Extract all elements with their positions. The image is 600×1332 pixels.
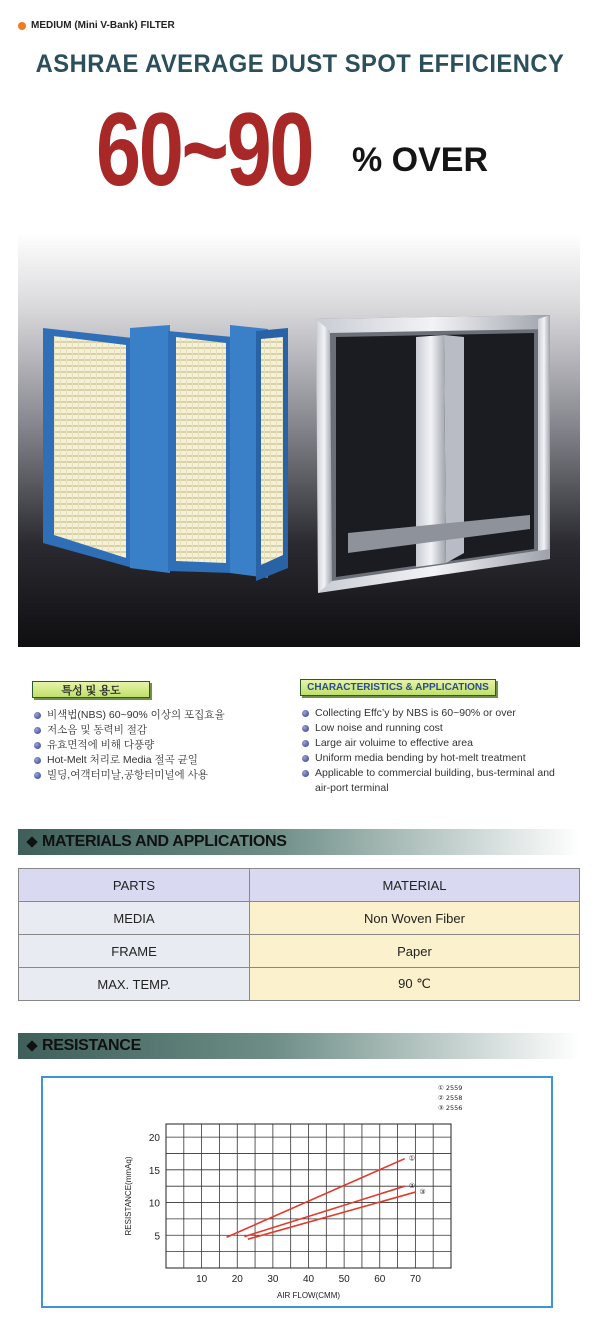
- table-cell: Paper: [250, 935, 580, 968]
- product-category-tag: [18, 20, 175, 31]
- features-korean-title: 특성 및 용도: [32, 681, 150, 698]
- y-tick-label: 10: [148, 1198, 160, 1210]
- materials-section-header: [18, 829, 580, 855]
- table-cell: FRAME: [19, 935, 250, 968]
- x-tick-label: 70: [409, 1274, 421, 1285]
- table-row: [19, 902, 580, 935]
- x-tick-label: 30: [267, 1274, 279, 1285]
- y-tick-label: 5: [154, 1231, 160, 1243]
- resistance-section-header: [18, 1033, 580, 1059]
- list-item: Uniform media bending by hot-melt treatment: [301, 751, 561, 766]
- legend-entry: ③ 2556: [438, 1104, 463, 1112]
- x-tick-label: 20: [231, 1274, 243, 1285]
- x-tick-label: 60: [374, 1274, 386, 1285]
- series-end-label: ③: [419, 1188, 426, 1197]
- efficiency-suffix: % OVER: [352, 141, 489, 179]
- x-axis-label: AIR FLOW(CMM): [276, 1291, 341, 1300]
- x-tick-label: 50: [338, 1274, 350, 1285]
- y-tick-label: 20: [148, 1133, 160, 1145]
- list-item: Hot-Melt 처리로 Media 절곡 균일: [33, 753, 283, 768]
- product-category-label: MEDIUM (Mini V-Bank) FILTER: [31, 20, 175, 31]
- features-english-title: CHARACTERISTICS & APPLICATIONS: [300, 679, 496, 696]
- column-header-parts: PARTS: [19, 869, 250, 902]
- metal-frame: [316, 315, 550, 593]
- table-cell: 90 ℃: [250, 968, 580, 1001]
- list-item: 빌딩,여객터미날,공항터미널에 사용: [33, 768, 283, 783]
- series-end-label: ①: [408, 1154, 415, 1163]
- orange-bullet-icon: [18, 22, 26, 30]
- list-item: Large air voluime to effective area: [301, 736, 561, 751]
- y-tick-label: 15: [148, 1165, 160, 1177]
- v-bank-filter: [43, 325, 288, 581]
- x-tick-label: 10: [196, 1274, 208, 1285]
- column-header-material: MATERIAL: [250, 869, 580, 902]
- product-photo: [18, 233, 580, 647]
- materials-table: [18, 868, 580, 1001]
- table-row: [19, 935, 580, 968]
- table-header-row: [19, 869, 580, 902]
- legend-entry: ② 2558: [438, 1094, 463, 1102]
- diamond-bullet-icon: [26, 836, 37, 847]
- features-korean-list: [33, 708, 283, 783]
- series-line: [227, 1159, 405, 1238]
- efficiency-banner: [96, 92, 489, 208]
- y-axis-label: RESISTANCE(mmAq): [124, 1156, 133, 1236]
- table-row: [19, 968, 580, 1001]
- list-item: 저소음 및 동력비 절감: [33, 723, 283, 738]
- features-english-list: [301, 706, 561, 796]
- resistance-section-title: RESISTANCE: [42, 1037, 141, 1054]
- diamond-bullet-icon: [26, 1040, 37, 1051]
- resistance-chart: [43, 1078, 551, 1306]
- table-cell: MAX. TEMP.: [19, 968, 250, 1001]
- x-tick-label: 40: [302, 1274, 315, 1285]
- list-item: Applicable to commercial building, bus-terminal and air-port terminal: [301, 766, 561, 796]
- resistance-chart-frame: [41, 1076, 553, 1308]
- materials-section-title: MATERIALS AND APPLICATIONS: [42, 833, 287, 850]
- efficiency-range: 60~90: [96, 92, 313, 208]
- series-end-label: ②: [408, 1182, 415, 1191]
- filter-illustration: [18, 233, 580, 647]
- page-headline: ASHRAE AVERAGE DUST SPOT EFFICIENCY: [35, 50, 565, 78]
- table-cell: MEDIA: [19, 902, 250, 935]
- legend-entry: ① 2559: [438, 1084, 463, 1092]
- list-item: Low noise and running cost: [301, 721, 561, 736]
- list-item: 비색법(NBS) 60~90% 이상의 포집효율: [33, 708, 283, 723]
- table-cell: Non Woven Fiber: [250, 902, 580, 935]
- list-item: 유효면적에 비해 다풍량: [33, 738, 283, 753]
- list-item: Collecting Effc’y by NBS is 60~90% or over: [301, 706, 561, 721]
